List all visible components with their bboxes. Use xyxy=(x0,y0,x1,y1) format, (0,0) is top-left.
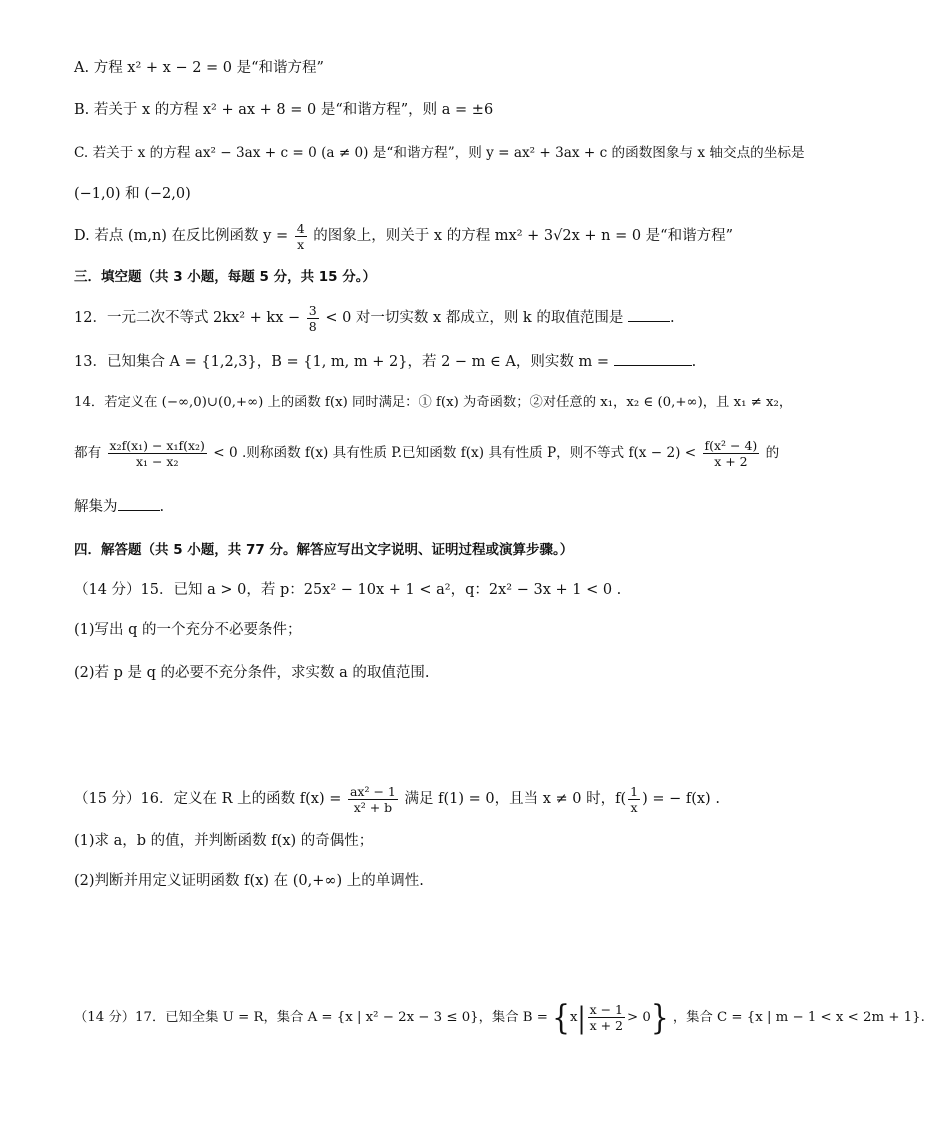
question-15-part-2: (2)若 p 是 q 的必要不充分条件，求实数 a 的取值范围. xyxy=(74,665,430,681)
option-d-label: D. xyxy=(74,228,90,244)
q17-set-var: x xyxy=(569,1010,578,1025)
bar-symbol: | xyxy=(577,1000,586,1035)
q17-frac-num: x − 1 xyxy=(589,1002,623,1017)
option-b-label: B. xyxy=(74,102,90,118)
q17-fraction xyxy=(588,1002,625,1033)
q14-line-3-text: 解集为 xyxy=(74,499,118,515)
option-d-frac-num: 4 xyxy=(296,220,305,236)
q14-line-2-pre: 都有 xyxy=(74,445,102,461)
q17-post: ，集合 C = {x | m − 1 < x < 2m + 1}. xyxy=(672,1010,925,1025)
q14-frac2-den: x + 2 xyxy=(714,454,748,469)
option-b xyxy=(74,99,754,121)
q16-frac1-den: x² + b xyxy=(353,799,393,815)
q12-frac-den: 8 xyxy=(308,318,317,334)
q14-frac1-num: x₂f(x₁) − x₁f(x₂) xyxy=(109,438,205,453)
q16-frac1-num: ax² − 1 xyxy=(349,783,396,799)
q14-line-2-post: 的 xyxy=(765,445,780,461)
q14-frac2-num: f(x² − 4) xyxy=(704,438,758,453)
option-a-label: A. xyxy=(74,60,90,76)
q12-answer-blank[interactable] xyxy=(628,307,670,322)
q14-line-1-text: 14．若定义在 (−∞,0)∪(0,+∞) 上的函数 f(x) 同时满足：① f(x) 为奇函数；②对任意的 x₁，x₂ ∈ (0,+∞)，且 x₁ ≠ x₂， xyxy=(74,395,793,410)
section-3-title: 三．填空题（共 3 小题，每题 5 分，共 15 分。） xyxy=(74,269,377,285)
q12-end: . xyxy=(669,310,675,326)
question-14-line-2 xyxy=(74,436,780,470)
left-brace-symbol: { xyxy=(552,997,570,1037)
question-16-stem xyxy=(74,782,754,816)
q14-fraction-1 xyxy=(108,438,207,469)
question-12 xyxy=(74,302,754,334)
q14-end: . xyxy=(159,499,165,515)
option-d xyxy=(74,220,754,252)
option-d-fraction xyxy=(295,221,307,252)
option-d-pre: 若点 (m,n) 在反比例函数 y = xyxy=(94,228,289,244)
section-4-title: 四．解答题（共 5 小题，共 77 分。解答应写出文字说明、证明过程或演算步骤。） xyxy=(74,542,574,558)
q12-pre: 12．一元二次不等式 2kx² + kx − xyxy=(74,310,301,326)
option-c-label: C. xyxy=(74,145,89,161)
q16-fraction-2 xyxy=(628,784,640,815)
q17-set-cond: > 0 xyxy=(627,1010,651,1025)
option-c-text: 若关于 x 的方程 ax² − 3ax + c = 0 (a ≠ 0) 是“和谐方程”，则 y = ax² + 3ax + c 的函数图象与 x 轴交点的坐标是 xyxy=(92,145,805,161)
option-d-post: 的图象上，则关于 x 的方程 mx² + 3√2x + n = 0 是“和谐方程” xyxy=(313,228,734,244)
option-d-frac-den: x xyxy=(297,236,305,252)
option-c-cont xyxy=(74,183,754,205)
q13-text: 13．已知集合 A = {1,2,3}，B = {1, m, m + 2}，若 2 − m ∈ A，则实数 m = xyxy=(74,354,609,370)
question-15-part-1: (1)写出 q 的一个充分不必要条件； xyxy=(74,622,302,638)
q17-frac-den: x + 2 xyxy=(589,1018,623,1033)
option-b-text: 若关于 x 的方程 x² + ax + 8 = 0 是“和谐方程”，则 a = ±6 xyxy=(93,102,494,118)
question-14-line-3 xyxy=(74,496,754,518)
option-a xyxy=(74,57,754,79)
right-brace-symbol: } xyxy=(650,997,669,1037)
q12-fraction xyxy=(307,303,319,334)
option-a-text: 方程 x² + x − 2 = 0 是“和谐方程” xyxy=(93,60,324,76)
option-c xyxy=(74,142,805,164)
q14-answer-blank[interactable] xyxy=(118,496,160,511)
question-15-stem: （14 分）15．已知 a > 0，若 p：25x² − 10x + 1 < a²，q：2x² − 3x + 1 < 0 . xyxy=(74,582,622,598)
option-c-cont-text: (−1,0) 和 (−2,0) xyxy=(74,186,191,202)
question-17-stem xyxy=(74,997,925,1037)
q13-answer-blank[interactable] xyxy=(614,351,692,366)
q16-mid: 满足 f(1) = 0，且当 x ≠ 0 时，f( xyxy=(404,791,627,807)
q16-fraction-1 xyxy=(348,784,398,815)
question-16-part-2: (2)判断并用定义证明函数 f(x) 在 (0,+∞) 上的单调性. xyxy=(74,873,424,889)
q13-end: . xyxy=(691,354,697,370)
q12-frac-num: 3 xyxy=(308,302,317,318)
q17-pre: （14 分）17．已知全集 U = R，集合 A = {x | x² − 2x − 3 ≤ 0}，集合 B = xyxy=(74,1010,548,1025)
q14-line-2-mid: < 0 .则称函数 f(x) 具有性质 P.已知函数 f(x) 具有性质 P，则不等式 f(x − 2) < xyxy=(213,445,697,461)
question-14-line-1 xyxy=(74,392,793,414)
q14-fraction-2 xyxy=(703,438,760,469)
q12-post: < 0 对一切实数 x 都成立，则 k 的取值范围是 xyxy=(325,310,624,326)
q16-frac2-num: 1 xyxy=(630,783,639,799)
q14-frac1-den: x₁ − x₂ xyxy=(135,454,179,469)
question-16-part-1: (1)求 a，b 的值，并判断函数 f(x) 的奇偶性； xyxy=(74,833,374,849)
q16-frac2-den: x xyxy=(630,799,638,815)
question-13 xyxy=(74,351,754,373)
q16-pre: （15 分）16．定义在 R 上的函数 f(x) = xyxy=(74,791,342,807)
q16-post: ) = − f(x) . xyxy=(642,791,720,807)
